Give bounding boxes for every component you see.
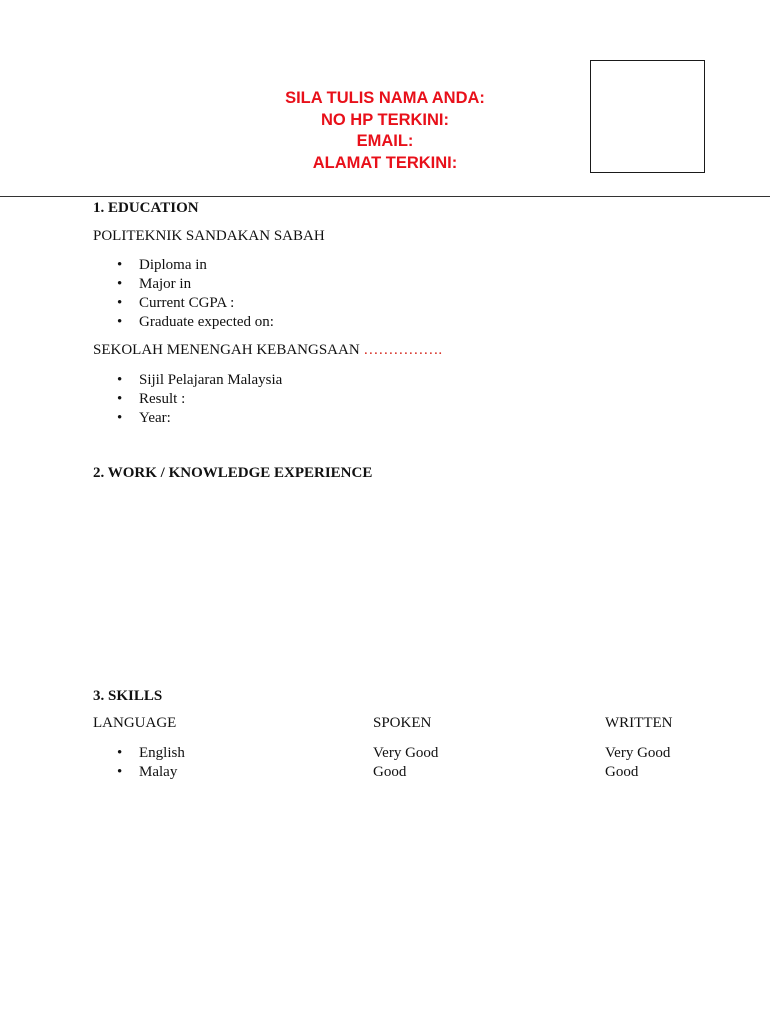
education-heading: 1. EDUCATION: [93, 200, 199, 216]
diploma-details-list: [139, 256, 274, 332]
list-item: • English: [139, 744, 185, 763]
list-item: • Current CGPA :: [139, 294, 274, 313]
skills-heading: 3. SKILLS: [93, 688, 163, 704]
spoken-level: Very Good: [373, 745, 439, 761]
spoken-level: Good: [373, 764, 407, 780]
written-level: Good: [605, 764, 639, 780]
list-item: • Major in: [139, 275, 274, 294]
spoken-column-header: SPOKEN: [373, 715, 432, 731]
header-divider: [0, 196, 770, 197]
work-experience-heading: 2. WORK / KNOWLEDGE EXPERIENCE: [93, 465, 373, 481]
phone-prompt: NO HP TERKINI:: [320, 110, 450, 129]
spm-details-list: [139, 371, 282, 428]
secondary-school-blank: …………….: [363, 342, 443, 358]
institution-name: POLITEKNIK SANDAKAN SABAH: [93, 228, 325, 244]
photo-placeholder: [590, 60, 705, 173]
name-prompt: SILA TULIS NAMA ANDA:: [285, 89, 485, 107]
list-item: • Year:: [139, 409, 282, 428]
list-item: • Result :: [139, 390, 282, 409]
list-item: • Graduate expected on:: [139, 313, 274, 332]
written-level: Very Good: [605, 745, 671, 761]
written-column-header: WRITTEN: [605, 715, 673, 731]
email-prompt: EMAIL:: [356, 132, 414, 150]
secondary-school-line: [93, 342, 442, 359]
language-column-header: LANGUAGE: [93, 715, 177, 731]
secondary-school-name: SEKOLAH MENENGAH KEBANGSAAN: [93, 342, 364, 358]
list-item: • Sijil Pelajaran Malaysia: [139, 371, 282, 390]
list-item: • Diploma in: [139, 256, 274, 275]
address-prompt: ALAMAT TERKINI:: [312, 153, 458, 172]
language-list: [139, 744, 185, 782]
spoken-levels: [373, 744, 438, 782]
applicant-info-header: [170, 88, 600, 174]
written-levels: [605, 744, 670, 782]
list-item: • Malay: [139, 763, 185, 782]
